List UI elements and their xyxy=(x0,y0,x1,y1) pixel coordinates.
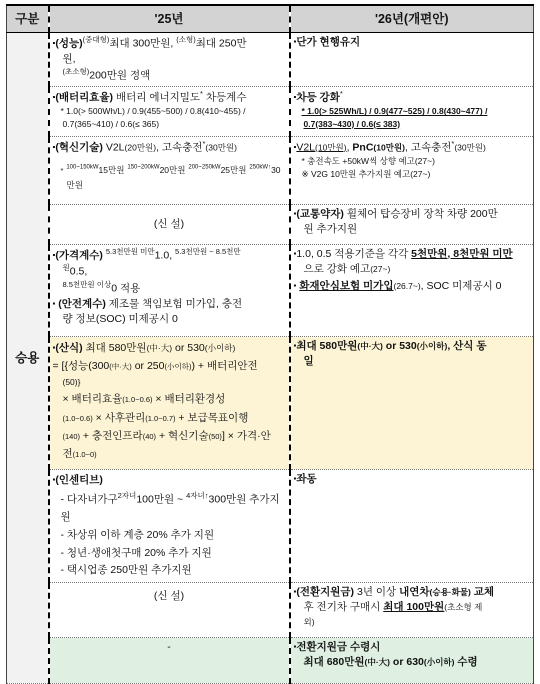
innovation-2026-detail-1: * 충전속도 +50kW씩 상향 예고(27~) xyxy=(301,156,435,167)
mid-large-label: (중대형) xyxy=(82,35,110,44)
fast-charge-text: , 고속충전 xyxy=(156,141,203,154)
performance-label: (성능) xyxy=(55,37,83,50)
innovation-2026-detail-2: ※ V2G 10만원 추가지원 예고(27~) xyxy=(301,168,431,179)
formula-line2: = [{성능(300 xyxy=(52,360,110,373)
conversion-exclusion: (초소형 제 xyxy=(444,602,483,613)
cell-2026-battery xyxy=(290,86,534,136)
formula-line6: + 충전인프라 xyxy=(80,430,143,443)
total-2026-max: 최대 680만원 xyxy=(303,656,365,669)
row-coefficients xyxy=(7,244,534,336)
bullet-icon: ▪ xyxy=(52,142,56,152)
formula-line6b: + 혁신기술 xyxy=(156,430,209,443)
cell-2025-innovation xyxy=(49,136,290,204)
formula-line5b: + 보급목표이행 xyxy=(175,411,249,424)
total-2026-or: or 630 xyxy=(390,656,424,669)
formula-line3: (50)} xyxy=(62,377,81,388)
mobility-line2: 원 추가지원 xyxy=(303,222,358,235)
incentive-item-1-sup1: 2자녀 xyxy=(117,490,137,500)
conversion-tail: 교체 xyxy=(470,586,495,599)
formula-mid-large: (中·大) xyxy=(146,342,173,353)
header-2025: '25년 xyxy=(49,5,290,33)
cell-2025-conversion xyxy=(49,583,290,638)
bullet-icon: ▪ xyxy=(293,340,297,350)
coef-2026-line2: 으로 강화 예고 xyxy=(303,262,371,275)
detail-amt-1: 15만원 xyxy=(98,165,125,176)
formula-line7-sub: (1.0~0) xyxy=(72,450,97,460)
formula-max: 최대 580만원 xyxy=(82,341,147,354)
incentive-item-1-c: 300만원 추가지원 xyxy=(60,493,280,523)
innovation-label: (혁신기술) xyxy=(55,141,103,154)
battery-2026-detail-1: * 1.0(> 525Wh/L) / 0.9(477~525) / 0.8(430~477) / xyxy=(301,106,488,117)
incentive-item-1-text: - 다자녀가구 xyxy=(60,493,118,505)
performance-2026-text: 단가 현행유지 xyxy=(296,36,361,48)
battery-2026-star: * xyxy=(339,88,343,98)
micro-amount: 200만원 정액 xyxy=(89,69,151,82)
incentive-2026-text: 좌동 xyxy=(296,472,317,485)
conversion-ice: 내연차 xyxy=(399,586,430,599)
formula-line5: × 사후관리 xyxy=(92,411,146,424)
formula-2026-max: 최대 580만원 xyxy=(296,339,358,352)
bullet-icon: ▪ xyxy=(52,298,56,308)
cell-2025-formula xyxy=(49,336,290,469)
conversion-max: 최대 100만원 xyxy=(383,601,445,614)
pnc-text: PnC xyxy=(352,141,374,154)
formula-2026-line2: 일 xyxy=(303,354,314,367)
formula-line5-sub2: (1.0~0.7) xyxy=(145,413,176,423)
total-2025-text: - xyxy=(167,641,171,654)
row-battery xyxy=(7,86,534,136)
mobility-label: (교통약자) xyxy=(296,207,344,220)
formula-line4b: × 배터리환경성 xyxy=(152,393,226,406)
total-2026-tail: 수령 xyxy=(454,656,478,669)
formula-small: (小이하) xyxy=(204,342,236,353)
safety-coef-line2: 량 정보(SOC) 미제공시 0 xyxy=(62,313,178,326)
battery-label: (배터리효율) xyxy=(55,91,114,104)
fast-2026-amount: (30만원) xyxy=(454,142,486,153)
battery-text: 배터리 에너지밀도 xyxy=(113,91,201,104)
cell-2025-battery xyxy=(49,86,290,136)
conversion-line3: 외) xyxy=(303,616,315,627)
battery-detail-1: * 1.0(> 500Wh/L) / 0.9(455~500) / 0.8(410~455) / xyxy=(60,106,246,117)
row-mobility xyxy=(7,204,534,244)
formula-2026-mid-large: (中·大) xyxy=(357,340,383,351)
price-tier-3-label: 8.5천만원 이상 xyxy=(62,280,112,290)
header-2026: '26년(개편안) xyxy=(290,5,534,33)
row-performance xyxy=(7,33,534,87)
bullet-icon: ▪ xyxy=(52,250,56,260)
bullet-icon: ▪ xyxy=(293,142,297,152)
performance-line2: 원, xyxy=(62,52,76,65)
pnc-amount: (10만원) xyxy=(373,142,405,153)
cell-2026-conversion xyxy=(290,583,534,638)
formula-line4: × 배터리효율 xyxy=(62,393,123,406)
cell-2026-incentive xyxy=(290,469,534,583)
formula-line7: 전 xyxy=(62,448,73,461)
total-2026-mid-large: (中·大) xyxy=(364,657,391,668)
total-2026-small: (小이하) xyxy=(423,657,455,668)
v2l-2026-amount: (10만원) xyxy=(315,142,347,153)
bullet-icon: ▪ xyxy=(293,208,297,218)
cell-2026-mobility xyxy=(290,204,534,244)
fire-insurance-date: (26.7~) xyxy=(393,281,421,292)
price-tier-1-value: 1.0, xyxy=(154,249,173,262)
total-2026-line1: 전환지원금 수령시 xyxy=(296,641,381,654)
bullet-icon: ▪ xyxy=(293,248,297,258)
conversion-label: (전환지원금) xyxy=(296,586,355,599)
row-total xyxy=(7,638,534,684)
bullet-icon: ▪ xyxy=(52,474,56,484)
bullet-icon: ▪ xyxy=(52,38,56,48)
small-label: (소형) xyxy=(176,35,196,44)
bullet-icon: ▪ xyxy=(293,92,297,102)
row-innovation xyxy=(7,136,534,204)
mid-large-amount: 최대 300만원, xyxy=(109,37,174,50)
bullet-icon: ▪ xyxy=(52,342,56,352)
bullet-icon: ▪ xyxy=(293,37,297,46)
battery-tail: 차등계수 xyxy=(202,91,247,104)
coef-2026-year: (27~) xyxy=(370,263,391,274)
formula-2026-same: , 산식 동 xyxy=(447,339,487,352)
cell-2026-performance xyxy=(290,33,534,87)
formula-line6-sub2: (40) xyxy=(142,432,157,442)
incentive-item-4: - 택시업종 250만원 추가지원 xyxy=(60,564,192,577)
incentive-label: (인센티브) xyxy=(55,473,103,486)
formula-line2c: ) + 배터리안전 xyxy=(191,360,258,373)
battery-2026-detail-2: 0.7(383~430) / 0.6(≤ 383) xyxy=(303,118,401,129)
incentive-item-1-b: 100만원 ~ xyxy=(136,493,187,505)
formula-2026-small: (小이하) xyxy=(416,340,448,351)
battery-detail-2: 0.7(365~410) / 0.6(≤ 365) xyxy=(62,118,160,129)
formula-line2b: or 250 xyxy=(131,360,165,373)
v2l-text: V2L xyxy=(102,141,125,154)
formula-line5-sub1: (1.0~0.6) xyxy=(62,413,93,423)
fast-2026-text: , 고속충전 xyxy=(404,141,452,154)
cell-2026-total xyxy=(290,638,534,684)
detail-range-2: 150~200kW xyxy=(127,164,160,171)
formula-line6c: ] × 가격·안 xyxy=(221,430,271,443)
cell-2025-total xyxy=(49,638,290,684)
price-tier-2-label-cont: 원 xyxy=(62,263,70,273)
fast-charge-amount: (30만원) xyxy=(205,142,237,153)
detail-tail: 만원 xyxy=(66,179,83,190)
detail-amt-3: 25만원 xyxy=(220,165,247,176)
coef-2026-text: 1.0, 0.5 적용기준을 각각 xyxy=(296,247,412,260)
incentive-item-2: - 차상위 이하 계층 20% 추가 지원 xyxy=(60,528,215,541)
v2l-amount: (20만원) xyxy=(124,142,157,153)
v2l-2026-text: V2L xyxy=(296,141,316,154)
header-row xyxy=(7,5,534,33)
cell-2025-incentive xyxy=(49,469,290,583)
conversion-ice-type: (승용·화물) xyxy=(429,587,471,598)
detail-amt-2: 20만원 xyxy=(159,165,186,176)
price-tier-2-label: 5.3천만원 ~ 8.5천만 xyxy=(175,246,241,256)
formula-2026-or: or 530 xyxy=(382,339,417,352)
cell-2025-coefficients xyxy=(49,244,290,336)
conversion-2025-text: (신 설) xyxy=(153,590,185,603)
formula-line4-sub: (1.0~0.6) xyxy=(122,395,153,405)
price-tier-1-label: 5.3천만원 미만 xyxy=(105,246,155,256)
cell-2025-mobility: (신 설) xyxy=(49,204,290,244)
incentive-item-1-sup2: 4자녀↑ xyxy=(186,490,209,500)
micro-label: (초소형) xyxy=(62,66,90,76)
conversion-line2: 후 전기차 구매시 xyxy=(303,601,384,614)
cell-2026-formula xyxy=(290,336,534,469)
header-category: 구분 xyxy=(7,5,49,33)
mobility-text: 휠체어 탑승장비 장착 차량 200만 xyxy=(343,207,498,220)
soc-text: , SOC 미제공시 0 xyxy=(420,280,502,293)
formula-label: (산식) xyxy=(55,341,83,354)
bullet-icon: ▪ xyxy=(293,281,297,291)
formula-line2-sub1: (中·大) xyxy=(109,362,132,372)
incentive-item xyxy=(53,490,286,527)
detail-range-4: 250kW↑ xyxy=(249,164,272,171)
category-passenger: 승용 xyxy=(7,33,49,684)
bullet-icon: ▪ xyxy=(293,642,297,652)
cell-2025-performance xyxy=(49,33,290,87)
detail-range-1: 100~150kW xyxy=(66,164,99,171)
bullet-icon: ▪ xyxy=(293,473,297,483)
price-tier-3-value: 0 적용 xyxy=(111,282,141,295)
formula-line2-sub2: (小이하) xyxy=(164,362,192,372)
battery-star: * xyxy=(200,88,203,98)
safety-coef-text: 제조물 책임보험 미가입, 충전 xyxy=(105,297,243,310)
row-incentive xyxy=(7,469,534,583)
bullet-icon: ▪ xyxy=(293,587,297,597)
cell-2026-innovation: ▪V2L(10만원), PnC(10만원), 고속충전*(30만원) * 충전속도 +50kW씩 상향 예고(27~) ※ V2G 10만원 추가지원 예고(27~) xyxy=(290,136,534,204)
cell-2026-coefficients xyxy=(290,244,534,336)
row-formula xyxy=(7,336,534,469)
innovation-detail-star: * xyxy=(60,166,64,176)
coef-2026-threshold: 5천만원, 8천만원 미만 xyxy=(411,247,513,260)
row-conversion xyxy=(7,583,534,638)
price-coef-label: (가격계수) xyxy=(55,249,103,262)
fire-insurance-text: 화재안심보험 미가입 xyxy=(299,280,394,293)
safety-coef-label: (안전계수) xyxy=(58,297,106,310)
formula-line6-sub1: (140) xyxy=(62,432,81,442)
small-amount: 최대 250만 xyxy=(195,37,247,50)
bullet-icon: ▪ xyxy=(52,92,56,102)
conversion-text: 3년 이상 xyxy=(354,586,400,599)
fast-2026-star: * xyxy=(451,138,455,148)
price-tier-2-value: 0.5, xyxy=(69,265,88,278)
formula-line6-sub3: (50) xyxy=(208,432,222,442)
formula-or: or 530 xyxy=(172,341,205,354)
subsidy-comparison-table xyxy=(6,4,534,684)
incentive-item-3: - 청년·생애첫구매 20% 추가 지원 xyxy=(60,546,212,559)
innovation-detail xyxy=(53,163,286,191)
detail-amt-4: 30 xyxy=(271,165,281,176)
fast-charge-star: * xyxy=(202,138,206,148)
battery-2026-label: 차등 강화 xyxy=(296,91,340,104)
detail-range-3: 200~250kW xyxy=(188,164,221,171)
